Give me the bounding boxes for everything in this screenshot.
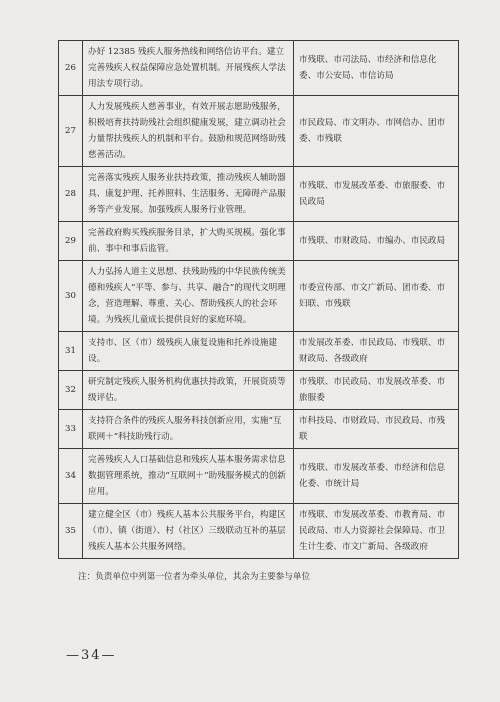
- table-row: [59, 167, 459, 222]
- task-description: 支持符合条件的残疾人服务科技创新应用，实施“互联网＋”科技助残行动。: [83, 410, 294, 449]
- row-number: 30: [59, 261, 83, 332]
- row-number: 34: [59, 449, 83, 504]
- responsible-units: 市残联、市民政局、市发展改革委、市旅服委: [294, 371, 459, 410]
- responsible-units: 市科技局、市财政局、市民政局、市残联: [294, 410, 459, 449]
- responsible-units: 市委宣传部、市文广新局、团市委、市妇联、市残联: [294, 261, 459, 332]
- task-description: 完善残疾人人口基础信息和残疾人基本服务需求信息数据管理系统，推动“互联网＋”助残服务模式的创新应用。: [83, 449, 294, 504]
- table-row: [59, 332, 459, 371]
- task-description: 研究制定残疾人服务机构优惠扶持政策，开展资质等级评估。: [83, 371, 294, 410]
- footnote: 注：负责单位中列第一位者为牵头单位，其余为主要参与单位: [78, 572, 311, 582]
- responsible-units: 市残联、市发展改革委、市经济和信息化委、市统计局: [294, 449, 459, 504]
- task-table: [58, 40, 459, 559]
- responsible-units: 市民政局、市文明办、市网信办、团市委、市残联: [294, 96, 459, 167]
- table-row: [59, 261, 459, 332]
- row-number: 31: [59, 332, 83, 371]
- responsible-units: 市残联、市财政局、市编办、市民政局: [294, 222, 459, 261]
- responsible-units: 市残联、市司法局、市经济和信息化委、市公安局、市信访局: [294, 41, 459, 96]
- table-row: [59, 371, 459, 410]
- responsible-units: 市发展改革委、市民政局、市残联、市财政局、各级政府: [294, 332, 459, 371]
- task-description: 办好 12385 残疾人服务热线和网络信访平台。建立完善残疾人权益保障应急处置机制。开展残疾人学法用法专项行动。: [83, 41, 294, 96]
- task-description: 人力弘扬人道主义思想、扶残助残的中华民族传统美德和残疾人“平等、参与、共享、融合”的现代文明理念，营造理解、尊重、关心、帮助残疾人的社会环境。为残疾儿童成长提供良好的家庭环境。: [83, 261, 294, 332]
- row-number: 28: [59, 167, 83, 222]
- row-number: 27: [59, 96, 83, 167]
- table-row: [59, 410, 459, 449]
- table-row: [59, 222, 459, 261]
- table-row: [59, 504, 459, 559]
- row-number: 26: [59, 41, 83, 96]
- table-row: [59, 41, 459, 96]
- page-number: —34—: [66, 648, 117, 663]
- task-description: 建立健全区（市）残疾人基本公共服务平台，构建区（市）、镇（街道）、村（社区）三级联动互补的基层残疾人基本公共服务网络。: [83, 504, 294, 559]
- row-number: 35: [59, 504, 83, 559]
- responsible-units: 市残联、市发展改革委、市教育局、市民政局、市人力资源社会保障局、市卫生计生委、市文广新局、各级政府: [294, 504, 459, 559]
- row-number: 33: [59, 410, 83, 449]
- task-description: 完善落实残疾人服务业扶持政策，推动残疾人辅助器具、康复护理、托养照料、生活服务、无障碍产品服务等产业发展。加强残疾人服务行业管理。: [83, 167, 294, 222]
- row-number: 32: [59, 371, 83, 410]
- table-row: [59, 449, 459, 504]
- task-description: 完善政府购买残疾服务目录，扩大购买规模。强化事前、事中和事后监管。: [83, 222, 294, 261]
- table-row: [59, 96, 459, 167]
- row-number: 29: [59, 222, 83, 261]
- task-description: 支持市、区（市）级残疾人康复设施和托养设施建设。: [83, 332, 294, 371]
- task-description: 人力发展残疾人慈善事业，有效开展志愿助残服务，积极培育扶持助残社会组织健康发展，建立调动社会力量帮扶残疾人的机制和平台。鼓励和规范网络助残慈善活动。: [83, 96, 294, 167]
- responsible-units: 市残联、市发展改革委、市旅服委、市民政局: [294, 167, 459, 222]
